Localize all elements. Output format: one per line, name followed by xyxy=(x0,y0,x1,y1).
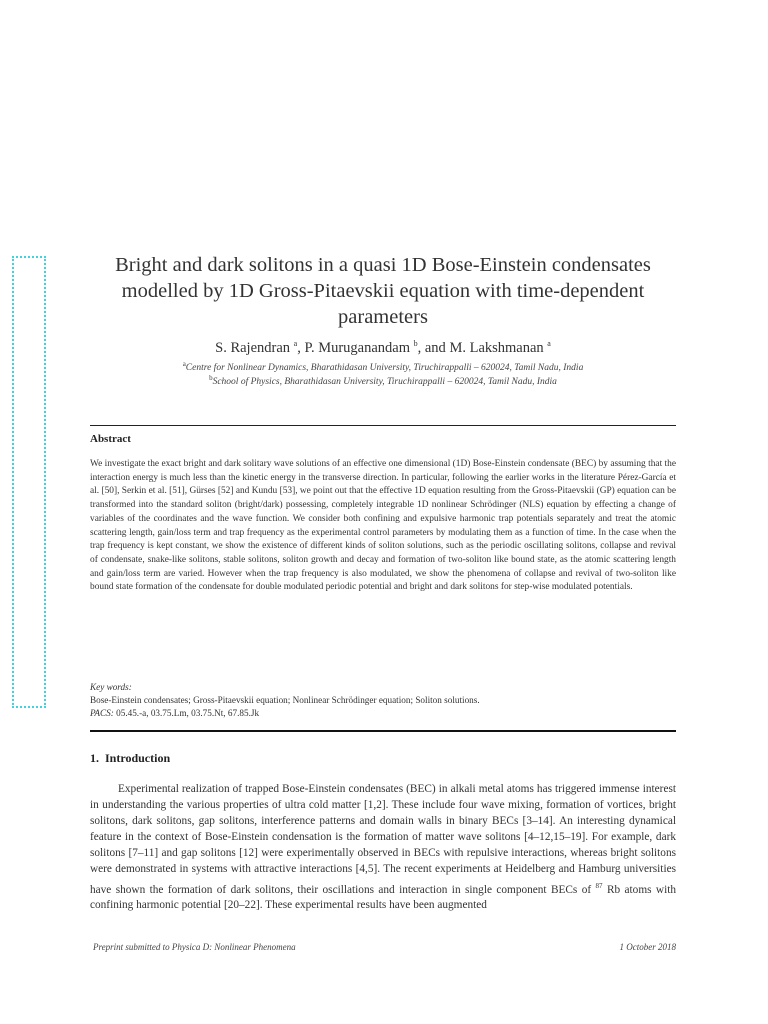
keywords-text: Bose-Einstein condensates; Gross-Pitaevskii equation; Nonlinear Schrödinger equation; Soliton solutions. xyxy=(90,695,480,705)
keywords-label: Key words: xyxy=(90,682,132,692)
abstract-text: We investigate the exact bright and dark solitary wave solutions of an effective one dimensional (1D) Bose-Einstein condensate (BEC) by assuming that the interaction energy is much less than the kinetic energy in the transverse direction. In particular, following the earlier works in the literature Pérez-García et al. [50], Serkin et al. [51], Gürses [52] and Kundu [53], we point out that the effective 1D equation resulting from the Gross-Pitaevskii (GP) equation can be transformed into the standard soliton (bright/dark) possessing, completely integrable 1D nonlinear Schrödinger (NLS) equation by effecting a change of variables of the coordinates and the wave function. We consider both confining and expulsive harmonic trap potentials separately and treat the atomic scattering length, gain/loss term and trap frequency as the experimental control parameters by modulating them as a function of time. In the case when the trap frequency is kept constant, we show the existence of different kinds of soliton solutions, such as the periodic oscillating solitons, collapse and revival of condensate, snake-like solitons, stable solitons, soliton growth and decay and formation of two-soliton like bound state, as the atomic scattering length and gain/loss term are varied. However when the trap frequency is also modulated, we show the phenomena of collapse and revival of two-soliton like bound state formation of the condensate for double modulated periodic potential and bright and dark solitons for step-wise modulated potentials. xyxy=(90,459,676,593)
isotope-superscript: 87 xyxy=(595,881,603,890)
affiliation-mark: a xyxy=(182,360,186,368)
affiliation-text: Centre for Nonlinear Dynamics, Bharathidasan University, Tiruchirappalli – 620024, Tamil Nadu, India xyxy=(185,363,584,373)
footer-preprint-note: Preprint submitted to Physica D: Nonlinear Phenomena xyxy=(93,942,296,952)
affiliation-mark: b xyxy=(209,374,213,382)
affiliation xyxy=(90,360,676,373)
pacs-text: 05.45.-a, 03.75.Lm, 03.75.Nt, 67.85.Jk xyxy=(113,708,260,718)
author-affil-mark: a xyxy=(293,339,298,348)
section-title: Introduction xyxy=(105,751,171,765)
keywords-block xyxy=(90,681,676,720)
section-heading xyxy=(90,751,170,766)
affiliation xyxy=(90,374,676,387)
author-name: S. Rajendran xyxy=(215,340,291,356)
introduction-paragraph: Experimental realization of trapped Bose-Einstein condensates (BEC) in alkali metal atoms has triggered immense interest in understanding the various properties of ultra cold matter [1,2]. These include four wave mixing, formation of vortices, bright solitons, dark solitons, gap solitons, interference patterns and domain walls in binary BECs [3–14]. An interesting dynamical feature in the context of Bose-Einstein condensation is the formation of matter wave solitons [4–12,15–19]. For example, dark solitons [7–11] and gap solitons [12] were experimentally observed in BECs with repulsive interactions, whereas bright solitons were demonstrated in systems with attractive interactions [4,5]. The recent experiments at Heidelberg and Hamburg universities have shown the formation of dark solitons, their oscillations and interaction in single component BECs of $^{87}$ Rb atoms with confining harmonic potential [20–22]. These experimental results have been augmented xyxy=(90,783,676,912)
divider xyxy=(90,730,676,732)
author-name: M. Lakshmanan xyxy=(449,340,544,356)
divider xyxy=(90,425,676,426)
footer-date: 1 October 2018 xyxy=(619,942,676,952)
arxiv-side-stamp xyxy=(12,256,46,708)
author-line: S. Rajendran $^a$, P. Muruganandam $^b$, and M. Lakshmanan $^a$ xyxy=(215,339,551,356)
section-number: 1. xyxy=(90,751,99,765)
abstract-heading: Abstract xyxy=(90,433,131,445)
paper-title: Bright and dark solitons in a quasi 1D Bose-Einstein condensates modelled by 1D Gross-Pitaevskii equation with time-dependent parameters xyxy=(115,254,651,328)
affiliation-text: School of Physics, Bharathidasan University, Tiruchirappalli – 620024, Tamil Nadu, India xyxy=(212,377,557,387)
author-name: P. Muruganandam xyxy=(304,340,410,356)
author-affil-mark: b xyxy=(413,339,418,348)
pacs-label: PACS: xyxy=(90,708,114,718)
pacs-line xyxy=(90,707,676,720)
author-affil-mark: a xyxy=(547,339,551,348)
